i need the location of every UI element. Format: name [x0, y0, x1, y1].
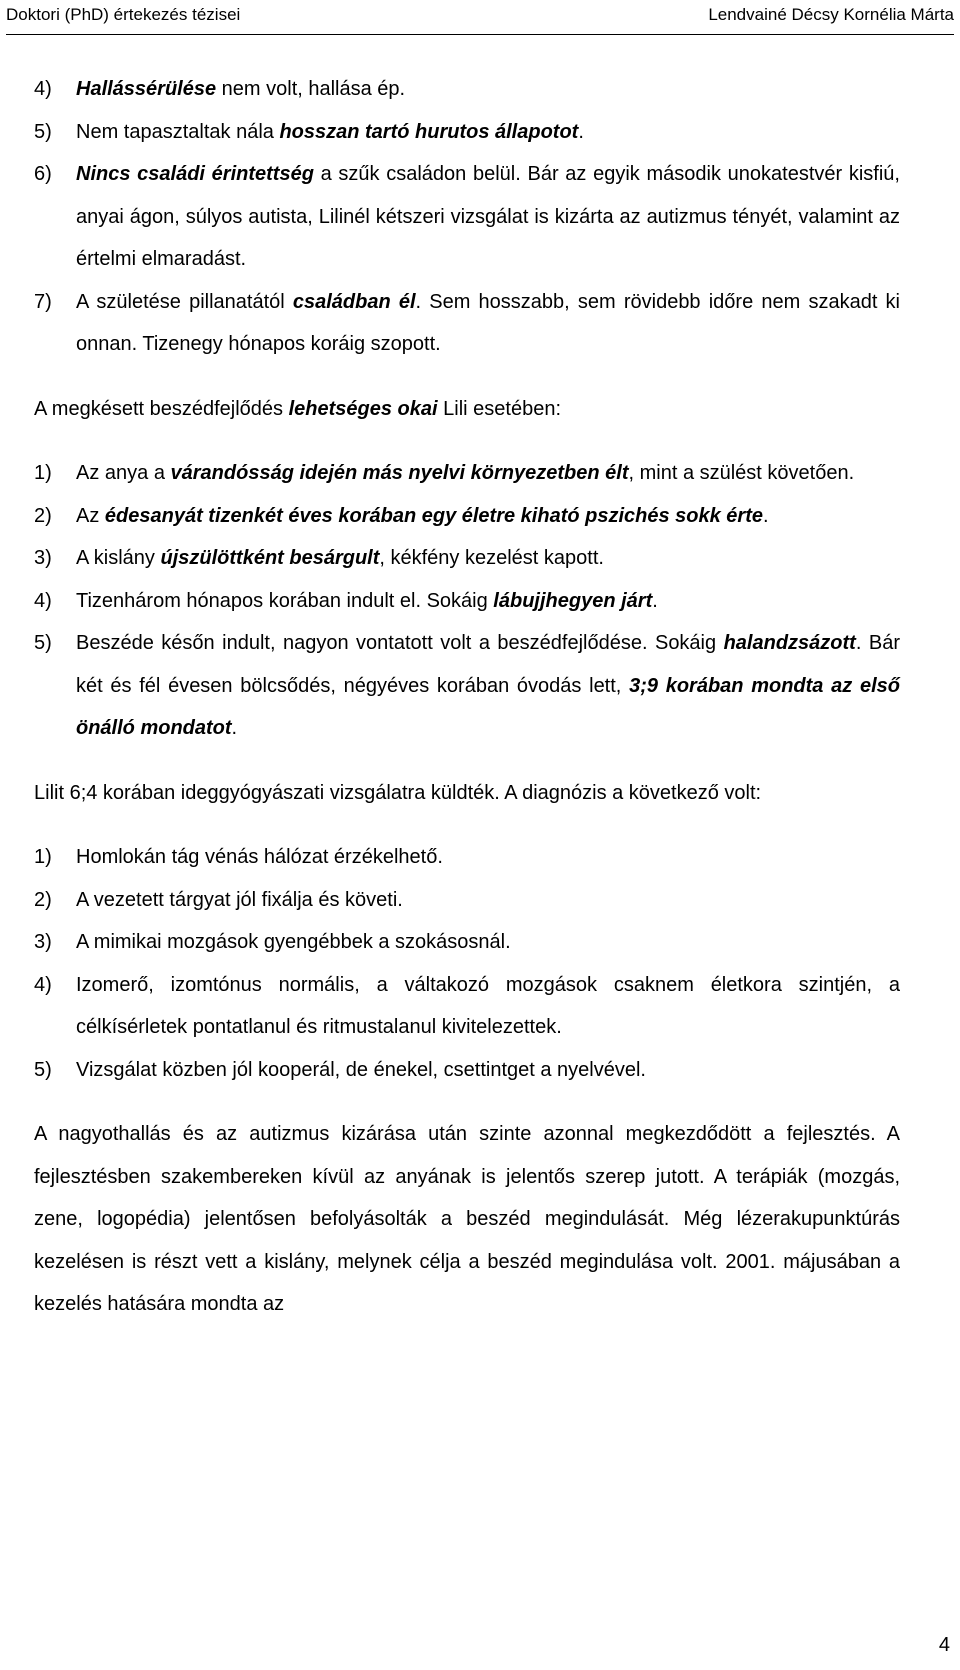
- list-item-number: 1): [34, 462, 52, 484]
- list-item-number: 2): [34, 504, 52, 527]
- list-item-number: 5): [34, 632, 52, 654]
- text-run: Izomerő, izomtónus normális, a váltakozó mozgások csaknem életkora szintjén, a célkísérletek pontatlanul és ritmustalanul kivitelezettek.: [76, 973, 900, 1038]
- text-run: .: [578, 120, 584, 143]
- list-item: [34, 836, 900, 879]
- text-run: Nem tapasztaltak nála: [76, 120, 280, 143]
- observations-list: [34, 68, 900, 366]
- list-item: [34, 537, 900, 580]
- list-item-number: 3): [34, 931, 52, 953]
- text-run: A kislány: [76, 547, 161, 569]
- text-run: Az anya a: [76, 462, 171, 484]
- possible-causes-intro: [34, 388, 900, 431]
- text-run: . Sem hosszabb, sem rövidebb időre nem szakadt ki onnan. Tizenegy hónapos koráig szopott.: [76, 290, 900, 355]
- text-run: Homlokán tág vénás hálózat érzékelhető.: [76, 846, 443, 868]
- list-item: [34, 281, 900, 366]
- emphasized-text: lábujjhegyen járt: [493, 589, 653, 612]
- emphasized-text: édesanyát tizenkét éves korában egy életre kiható pszichés sokk érte: [104, 504, 763, 527]
- header-author-name: Lendvainé Décsy Kornélia Márta: [708, 5, 954, 24]
- text-run: , kékfény kezelést kapott.: [379, 547, 604, 569]
- text-run: Az: [76, 504, 105, 527]
- emphasized-text: halandzsázott: [723, 632, 856, 654]
- emphasized-text: Nincs családi érintettség: [76, 163, 314, 185]
- list-item-number: 5): [34, 1058, 52, 1081]
- diagnosis-intro: [34, 772, 900, 815]
- emphasized-text: várandósság idején más nyelvi környezetben élt: [170, 462, 629, 484]
- page-header: [6, 0, 954, 35]
- text-run: A mimikai mozgások gyengébbek a szokásosnál.: [76, 931, 511, 953]
- text-run: A születése pillanatától: [76, 290, 293, 313]
- text-run: Beszéde későn indult, nagyon vontatott volt a beszédfejlődése. Sokáig: [76, 632, 724, 654]
- list-item: [34, 153, 900, 281]
- text-run: Lili esetében:: [437, 397, 561, 420]
- text-run: . Bár két és fél évesen bölcsődés, négyéves korában óvodás lett,: [76, 632, 900, 697]
- text-run: .: [763, 504, 769, 527]
- list-item-number: 4): [34, 589, 52, 612]
- list-item: [34, 1049, 900, 1092]
- list-item: [34, 68, 900, 111]
- page-number: 4: [938, 1634, 950, 1656]
- list-item-number: 3): [34, 547, 52, 569]
- emphasized-text: újszülöttként besárgult: [160, 547, 380, 569]
- list-item: [34, 111, 900, 154]
- list-item: [34, 495, 900, 538]
- list-item-number: 4): [34, 973, 52, 996]
- text-run: A nagyothallás és az autizmus kizárása után szinte azonnal megkezdődött a fejlesztés. A fejlesztésben szakembereken kívül az anyának is jelentős szerep jutott. A terápiák (mozgás, zene, logopédia) jelentősen befolyásolták a beszéd megindulását. Még lézerakupunktúrás kezelésen is részt vett a kislány, melynek célja a beszéd megindulása volt. 2001. májusában a kezelés hatására mondta az: [34, 1123, 900, 1315]
- document-body: [34, 68, 900, 1326]
- list-item: [34, 452, 900, 495]
- text-run: Tizenhárom hónapos korában indult el. Sokáig: [76, 589, 494, 612]
- text-run: Vizsgálat közben jól kooperál, de énekel, csettintget a nyelvével.: [76, 1058, 646, 1081]
- emphasized-text: lehetséges okai: [288, 397, 438, 420]
- list-item-number: 1): [34, 846, 52, 868]
- header-thesis-title: Doktori (PhD) értekezés tézisei: [6, 5, 241, 24]
- list-item: [34, 580, 900, 623]
- text-run: nem volt, hallása ép.: [216, 78, 406, 100]
- text-run: a szűk családon belül. Bár az egyik második unokatestvér kisfiú, anyai ágon, súlyos autista, Lilinél kétszeri vizsgálat is kizárta az autizmus tényét, valamint az értelmi elmaradást.: [76, 163, 900, 270]
- development-paragraph: [34, 1113, 900, 1326]
- text-run: .: [231, 717, 238, 739]
- emphasized-text: 3;9 korában mondta az első önálló mondatot: [76, 674, 900, 739]
- text-run: A megkésett beszédfejlődés: [34, 397, 289, 420]
- list-item-number: 4): [34, 78, 52, 100]
- list-item-number: 2): [34, 888, 52, 911]
- emphasized-text: hosszan tartó hurutos állapotot: [279, 120, 579, 143]
- text-run: , mint a szülést követően.: [628, 462, 855, 484]
- list-item-number: 6): [34, 163, 52, 185]
- list-item: [34, 622, 900, 750]
- list-item-number: 7): [34, 290, 52, 313]
- diagnosis-list: [34, 836, 900, 1091]
- emphasized-text: családban él: [292, 290, 416, 313]
- list-item-number: 5): [34, 120, 52, 143]
- emphasized-text: Hallássérülése: [76, 78, 217, 100]
- list-item: [34, 921, 900, 964]
- text-run: A vezetett tárgyat jól fixálja és követi.: [76, 888, 403, 911]
- text-run: Lilit 6;4 korában ideggyógyászati vizsgálatra küldték. A diagnózis a következő volt:: [34, 781, 762, 804]
- list-item: [34, 964, 900, 1049]
- list-item: [34, 879, 900, 922]
- text-run: .: [652, 589, 658, 612]
- possible-causes-list: [34, 452, 900, 750]
